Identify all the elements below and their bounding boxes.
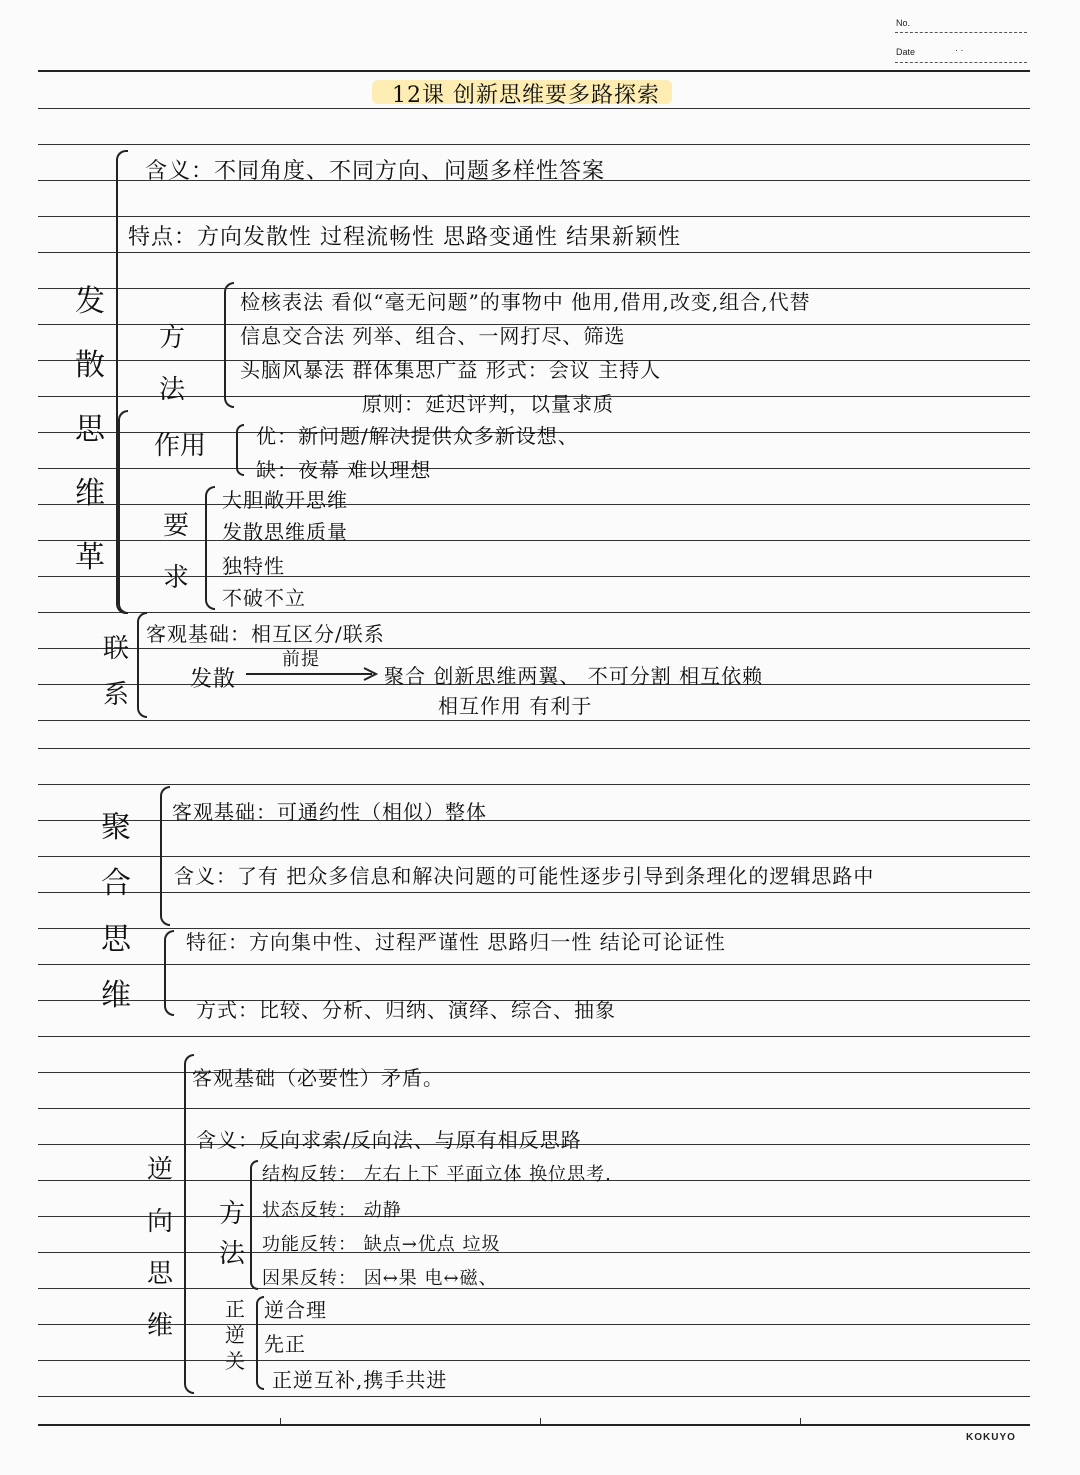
effect-label: 作用 (153, 431, 207, 461)
requirement-item: 发散思维质量 (222, 520, 348, 544)
method-item: 原则：延迟评判，以量求质 (362, 392, 614, 416)
reverse-meaning: 含义：反向求索/反向法、与原有相反思路 (196, 1128, 582, 1152)
ruled-line (38, 252, 1030, 253)
method-item: 信息交合法 列举、组合、一网打尽、筛选 (240, 324, 626, 348)
convergent-brace (160, 786, 170, 926)
relation-arrow-label: 前提 (282, 649, 320, 670)
ruled-line (38, 1396, 1030, 1397)
method-brace (224, 282, 234, 408)
relation-label: 联 系 (102, 634, 129, 710)
ruler-tick (280, 1418, 281, 1424)
effect-item: 优：新问题/解决提供众多新设想、 (256, 424, 579, 448)
reverse-method-item: 功能反转： 缺点→优点 垃圾 (262, 1234, 501, 1255)
date-line (895, 62, 1027, 63)
requirement-item: 大胆敞开思维 (222, 488, 348, 512)
top-rule (38, 70, 1030, 72)
ruled-line (38, 216, 1030, 217)
reverse-method-item: 因果反转： 因↔果 电↔磁、 (262, 1268, 498, 1289)
convergent-meaning: 含义：了有 把众多信息和解决问题的可能性逐步引导到条理化的逻辑思路中 (174, 864, 875, 888)
reverse-relation-item: 正逆互补,携手共进 (272, 1368, 448, 1392)
ruled-line (38, 964, 1030, 965)
reverse-relation-brace (256, 1296, 264, 1390)
brand-logo: KOKUYO (966, 1432, 1016, 1443)
requirement-item: 独特性 (222, 554, 285, 578)
reverse-basis: 客观基础（必要性）矛盾。 (192, 1066, 444, 1090)
effect-item: 缺：夜幕 难以理想 (256, 458, 432, 482)
divergent-sub-brace (118, 410, 128, 614)
ruler-tick (540, 1418, 541, 1424)
require-label: 要 求 (162, 511, 189, 593)
date-dots: · · (955, 45, 964, 55)
date-label: Date (896, 47, 916, 57)
divergent-features: 特点：方向发散性 过程流畅性 思路变通性 结果新颖性 (128, 225, 681, 250)
no-label: No. (896, 18, 911, 28)
divergent-meaning: 含义：不同角度、不同方向、问题多样性答案 (145, 159, 606, 184)
reverse-relation-item: 逆合理 (264, 1298, 327, 1322)
reverse-method-brace (250, 1160, 258, 1290)
relation-arrow (244, 664, 384, 684)
no-line (895, 32, 1027, 33)
requirement-item: 不破不立 (222, 586, 306, 610)
reverse-method-item: 状态反转： 动静 (262, 1200, 402, 1221)
method-item: 头脑风暴法 群体集思广益 形式：会议 主持人 (240, 358, 662, 382)
relation-effect: 相互作用 有利于 (438, 694, 593, 718)
reverse-brace (184, 1054, 194, 1394)
relation-basis: 客观基础：相互区分/联系 (146, 622, 385, 646)
ruled-line (38, 612, 1030, 613)
convergent-brace-lower (164, 930, 174, 1016)
method-item: 检核表法 看似“毫无问题”的事物中 他用,借用,改变,组合,代替 (240, 290, 811, 314)
ruled-line (38, 748, 1030, 749)
divergent-method-label: 方 法 (158, 323, 185, 405)
reverse-heading: 逆 向 思 维 (146, 1155, 173, 1341)
relation-flow-left: 发散 (190, 667, 237, 692)
convergent-features: 特征：方向集中性、过程严谨性 思路归一性 结论可论证性 (186, 930, 726, 954)
reverse-method-label: 方 法 (218, 1199, 245, 1269)
convergent-heading: 聚 合 思 维 (101, 810, 131, 1013)
require-brace (205, 486, 215, 610)
effect-brace (236, 424, 244, 476)
page-title: 12课 创新思维要多路探索 (392, 83, 660, 108)
ruled-line (38, 468, 1030, 469)
ruled-line (38, 1036, 1030, 1037)
reverse-relation-label: 正 逆 关 (225, 1297, 245, 1373)
ruled-line (38, 144, 1030, 145)
reverse-method-item: 结构反转： 左右上下 平面立体 换位思考. (262, 1164, 612, 1185)
relation-flow-right: 聚合 创新思维两翼、 不可分割 相互依赖 (384, 664, 764, 688)
ruler-tick (800, 1418, 801, 1424)
reverse-relation-item: 先正 (264, 1332, 306, 1356)
ruled-line (38, 856, 1030, 857)
convergent-methods: 方式：比较、分析、归纳、演绎、综合、抽象 (196, 998, 616, 1022)
ruled-line (38, 892, 1030, 893)
bottom-rule (38, 1424, 1030, 1426)
convergent-basis: 客观基础：可通约性（相似）整体 (172, 800, 487, 824)
ruled-line (38, 720, 1030, 721)
divergent-heading: 发 散 思 维 ⾰ (75, 284, 105, 575)
ruled-line (38, 648, 1030, 649)
ruled-line (38, 784, 1030, 785)
